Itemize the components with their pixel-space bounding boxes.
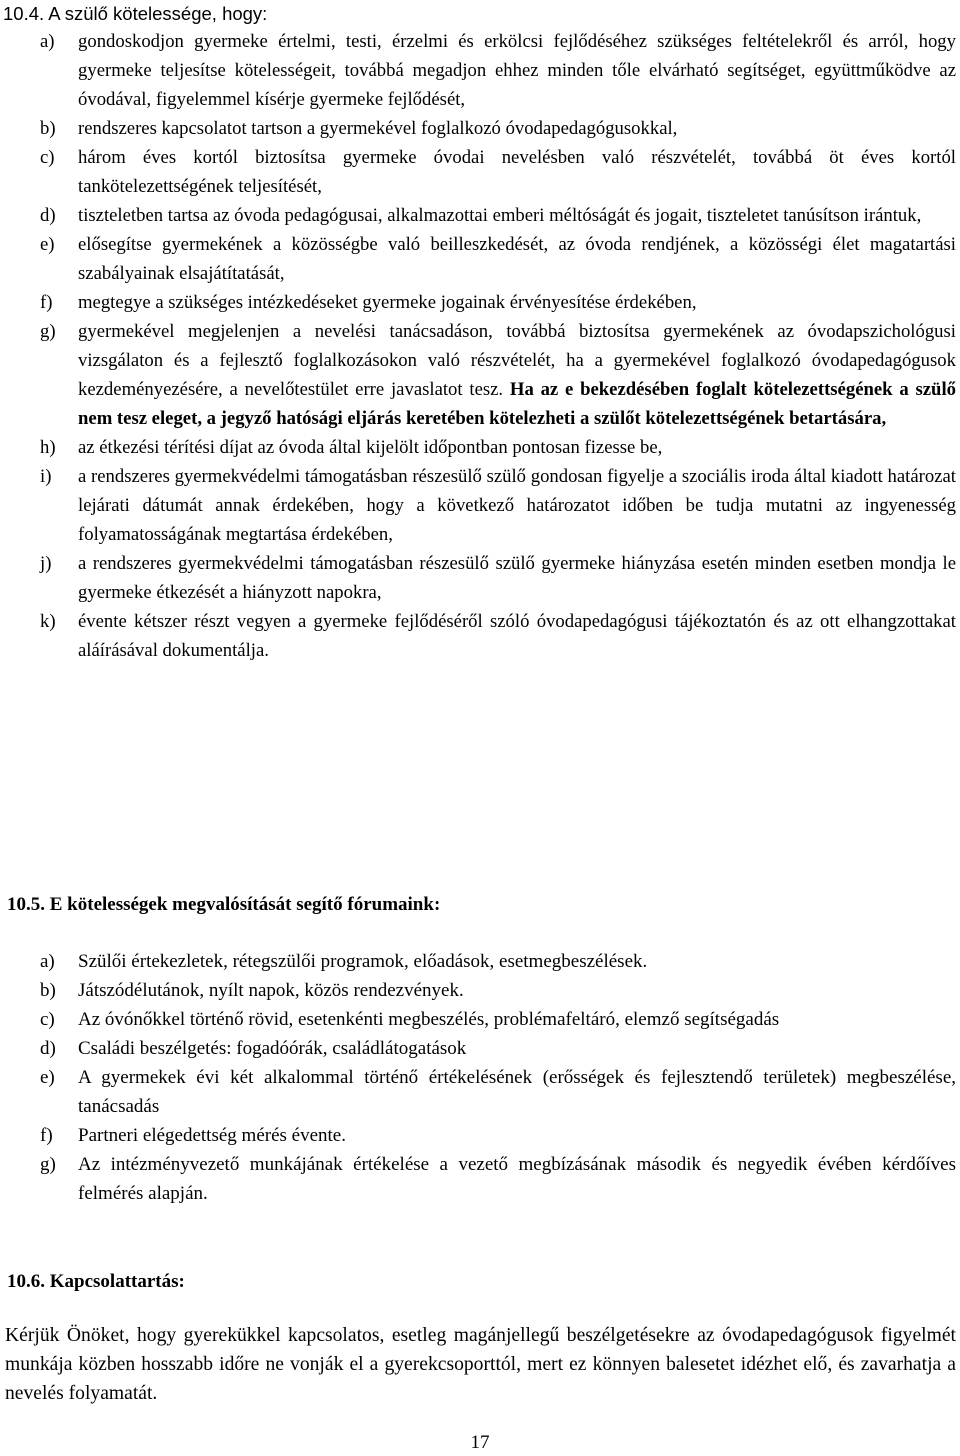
list-item-text: tiszteletben tartsa az óvoda pedagógusai, alkalmazottai emberi méltóságát és jogait, tiszteletet tanúsítson irántuk, (78, 205, 922, 226)
list-item (40, 317, 956, 433)
list-item (40, 1121, 956, 1150)
section-10-4-heading: 10.4. A szülő kötelessége, hogy: (3, 3, 268, 24)
list-item (40, 976, 956, 1005)
list-item-text: évente kétszer részt vegyen a gyermeke fejlődéséről szóló óvodapedagógusi tájékoztatón és az ott elhangzottakat aláírásával dokumentálja. (78, 611, 956, 661)
list-item (40, 433, 956, 462)
list-marker: h) (40, 437, 56, 458)
list-marker: b) (40, 118, 56, 139)
list-item (40, 114, 956, 143)
list-marker: d) (40, 1038, 56, 1059)
list-item-text: a rendszeres gyermekvédelmi támogatásban részesülő szülő gyermeke hiányzása esetén minden esetben mondja le gyermeke étkezését a hiányzott napokra, (78, 553, 956, 603)
list-marker: e) (40, 1067, 55, 1088)
list-item (40, 607, 956, 665)
list-item-text: elősegítse gyermekének a közösségbe való beilleszkedését, az óvoda rendjének, a közösségi élet magatartási szabályainak elsajátítatását, (78, 234, 956, 284)
list-item-text: Szülői értekezletek, rétegszülői programok, előadások, esetmegbeszélések. (78, 951, 648, 972)
forums-list (40, 947, 956, 1208)
list-marker: d) (40, 205, 56, 226)
list-marker: k) (40, 611, 56, 632)
list-marker: i) (40, 466, 52, 487)
contact-paragraph: Kérjük Önöket, hogy gyerekükkel kapcsolatos, esetleg magánjellegű beszélgetésekre az óvodapedagógusok figyelmét munkája közben hosszabb időre ne vonják el a gyerekcsoporttól, mert ez könnyen balesetet idézhet elő, és zavarhatja a nevelés folyamatát. (5, 1325, 956, 1404)
page-number: 17 (470, 1432, 490, 1453)
list-marker: a) (40, 31, 55, 52)
list-marker: g) (40, 321, 56, 342)
list-marker: f) (40, 292, 53, 313)
list-item-text: Az intézményvezető munkájának értékelése a vezető megbízásának második és negyedik évében kérdőíves felmérés alapján. (78, 1154, 956, 1204)
list-marker: f) (40, 1125, 53, 1146)
list-item-text: rendszeres kapcsolatot tartson a gyermekével foglalkozó óvodapedagógusokkal, (78, 118, 678, 139)
list-item (40, 288, 956, 317)
section-10-6-heading: 10.6. Kapcsolattartás: (7, 1271, 185, 1292)
list-item-text: gondoskodjon gyermeke értelmi, testi, érzelmi és erkölcsi fejlődéséhez szükséges feltételekről és arról, hogy gyermeke teljesítse kötelességeit, továbbá megadjon ehhez minden tőle elvárható segítséget, együttműködve az óvodával, figyelemmel kísérje gyermeke fejlődését, (78, 31, 956, 110)
list-item-text: Partneri elégedettség mérés évente. (78, 1125, 346, 1146)
list-marker: j) (40, 553, 52, 574)
list-item (40, 201, 956, 230)
list-item-text: Családi beszélgetés: fogadóórák, családlátogatások (78, 1038, 467, 1059)
list-item-text: megtegye a szükséges intézkedéseket gyermeke jogainak érvényesítése érdekében, (78, 292, 697, 313)
list-item-text: az étkezési térítési díjat az óvoda által kijelölt időpontban pontosan fizesse be, (78, 437, 663, 458)
list-item (40, 230, 956, 288)
list-marker: a) (40, 951, 55, 972)
list-marker: b) (40, 980, 56, 1001)
list-item (40, 1034, 956, 1063)
list-item (40, 947, 956, 976)
list-item-text: a rendszeres gyermekvédelmi támogatásban részesülő szülő gondosan figyelje a szociális iroda által kiadott határozat lejárati dátumát annak érdekében, hogy a következő határozatot időben be tudja mutatni az ingyenesség folyamatosságának megtartása érdekében, (78, 466, 956, 545)
list-item (40, 549, 956, 607)
list-item (40, 1150, 956, 1208)
list-item (40, 1063, 956, 1121)
list-marker: c) (40, 1009, 55, 1030)
list-marker: c) (40, 147, 55, 168)
bold-obligation-text: Ha az e bekezdésében foglalt kötelezettségének a szülő nem tesz eleget, a jegyző hatósági eljárás keretében kötelezheti a szülőt kötelezettségének betartására, (78, 379, 956, 429)
list-item (40, 1005, 956, 1034)
list-marker: e) (40, 234, 55, 255)
list-item-text: három éves kortól biztosítsa gyermeke óvodai nevelésben való részvételét, továbbá öt éves kortól tankötelezettségének teljesítését, (78, 147, 956, 197)
section-10-5-heading: 10.5. E kötelességek megvalósítását segítő fórumaink: (7, 894, 441, 915)
list-item-text: Az óvónőkkel történő rövid, esetenkénti megbeszélés, problémafeltáró, elemző segítségadás (78, 1009, 780, 1030)
list-marker: g) (40, 1154, 56, 1175)
list-item (40, 27, 956, 114)
list-item (40, 143, 956, 201)
parent-duties-list (40, 27, 956, 665)
list-item-text: Játszódélutánok, nyílt napok, közös rendezvények. (78, 980, 464, 1001)
list-item (40, 462, 956, 549)
list-item-text: gyermekével megjelenjen a nevelési tanácsadáson, továbbá biztosítsa gyermekének az óvodapszichológusi vizsgálaton és a fejlesztő foglalkozásokon való részvételét, ha a gyermekével foglalkozó óvodapedagógusok kezdeményezésére, a nevelőtestület erre javaslatot tesz. (78, 321, 956, 400)
list-item-text: A gyermekek évi két alkalommal történő értékelésének (erősségek és fejlesztendő területek) megbeszélése, tanácsadás (78, 1067, 956, 1117)
